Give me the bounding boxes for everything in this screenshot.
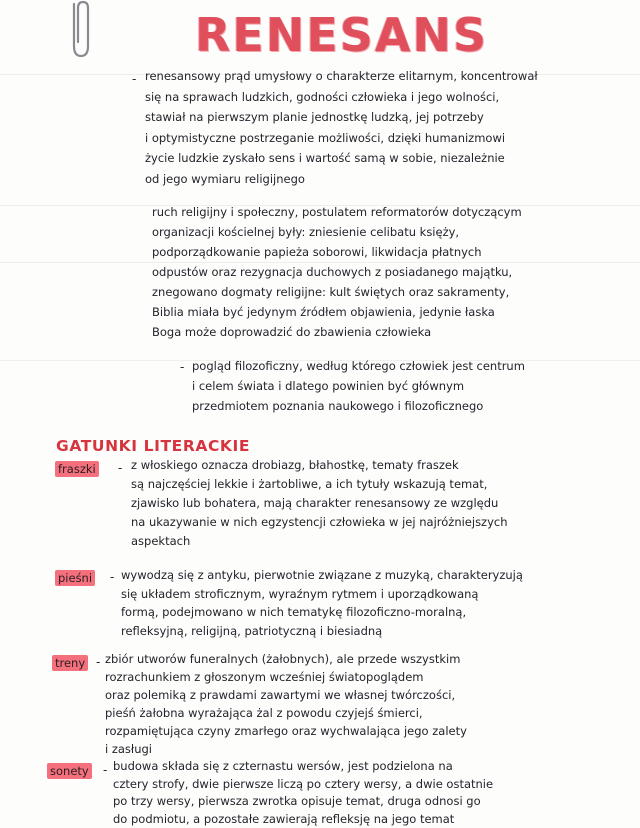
text-line: i optymistyczne postrzeganie możliwości, dzięki humanizmowi <box>145 130 506 145</box>
genre-tag-sonety: sonety <box>47 763 92 779</box>
text-line: aspektach <box>131 534 191 548</box>
text-line: i celem świata i dlatego powinien być głównym <box>192 379 465 393</box>
intro-paragraph-anthropocentrism <box>192 356 525 416</box>
text-line: wywodzą się z antyku, pierwotnie związane z muzyką, charakteryzują <box>121 568 523 582</box>
text-line: stawiał na pierwszym planie jednostkę ludzką, jej potrzeby <box>145 110 484 124</box>
text-line: odpustów oraz rezygnacja duchowych z posiadanego majątku, <box>152 265 513 279</box>
page-title: RENESANS <box>195 8 489 62</box>
text-line: Boga może doprowadzić do zbawienia człowieka <box>152 325 432 339</box>
list-dash: - <box>110 570 115 584</box>
text-line: znegowano dogmaty religijne: kult świętych oraz sakramenty, <box>152 285 510 299</box>
text-line: cztery strofy, dwie pierwsze liczą po cztery wersy, a dwie ostatnie <box>113 776 494 791</box>
text-line: pogląd filozoficzny, według którego człowiek jest centrum <box>192 359 525 373</box>
intro-paragraph-reformation <box>152 202 522 342</box>
text-line: pieśń żałobna wyrażająca żal z powodu czyjejś śmierci, <box>105 706 423 720</box>
genre-description-treny <box>105 650 467 758</box>
text-line: ruch religijny i społeczny, postulatem reformatorów dotyczącym <box>152 205 522 219</box>
intro-paragraph-humanism <box>145 66 538 189</box>
text-line: zbiór utworów funeralnych (żałobnych), ale przede wszystkim <box>105 652 461 666</box>
section-heading: GATUNKI LITERACKIE <box>56 437 251 455</box>
text-line: budowa składa się z czternastu wersów, jest podzielona na <box>113 759 453 773</box>
text-line: rozpamiętująca czyny zmarłego oraz wychwalająca jego zalety <box>105 724 467 738</box>
genre-tag-treny: treny <box>52 655 88 671</box>
text-line: się na sprawach ludzkich, godności człowieka i jego wolności, <box>145 89 500 104</box>
text-line: Biblia miała być jedynym źródłem objawienia, jedynie łaska <box>152 305 495 319</box>
text-line: na ukazywanie w nich egzystencji człowieka w jej najróżniejszych <box>131 515 508 529</box>
genre-tag-piesni: pieśni <box>55 570 95 586</box>
text-line: z włoskiego oznacza drobiazg, błahostkę, tematy fraszek <box>131 458 459 472</box>
list-dash: - <box>180 360 185 374</box>
genre-description-fraszki <box>131 456 508 551</box>
text-line: po trzy wersy, pierwsza zwrotka opisuje temat, druga odnosi go <box>113 794 481 808</box>
text-line: są najczęściej lekkie i żartobliwe, a ich tytuły wskazują temat, <box>131 477 488 491</box>
genre-tag-fraszki: fraszki <box>55 461 99 477</box>
text-line: życie ludzkie zyskało sens i wartość samą w sobie, niezależnie <box>145 151 505 165</box>
text-line: zjawisko lub bohatera, mają charakter renesansowy ze względu <box>131 496 499 510</box>
text-line: refleksyjną, religijną, patriotyczną i biesiadną <box>121 623 383 638</box>
list-dash: - <box>118 461 123 475</box>
text-line: do podmiotu, a pozostałe zawierają refleksję na jego temat <box>113 811 455 826</box>
paperclip-icon <box>68 0 94 60</box>
text-line: rozrachunkiem z głoszonym wcześniej światopoglądem <box>105 670 424 684</box>
list-dash: - <box>132 72 137 86</box>
list-dash: - <box>96 655 101 669</box>
list-dash: - <box>103 763 108 777</box>
genre-description-sonety <box>113 758 493 828</box>
text-line: przedmiotem poznania naukowego i filozoficznego <box>192 399 484 413</box>
text-line: organizacji kościelnej były: zniesienie celibatu księży, <box>152 225 460 239</box>
text-line: formą, podejmowano w nich tematykę filozoficzno-moralną, <box>121 605 467 619</box>
text-line: i zasługi <box>105 742 152 756</box>
text-line: od jego wymiaru religijnego <box>145 171 305 186</box>
genre-description-piesni <box>121 566 523 640</box>
text-line: się układem stroficznym, wyraźnym rytmem i uporządkowaną <box>121 586 479 601</box>
text-line: podporządkowanie papieża soborowi, likwidacja płatnych <box>152 245 482 259</box>
text-line: renesansowy prąd umysłowy o charakterze elitarnym, koncentrował <box>145 69 538 83</box>
text-line: oraz polemiką z prawdami zawartymi we własnej twórczości, <box>105 688 456 702</box>
